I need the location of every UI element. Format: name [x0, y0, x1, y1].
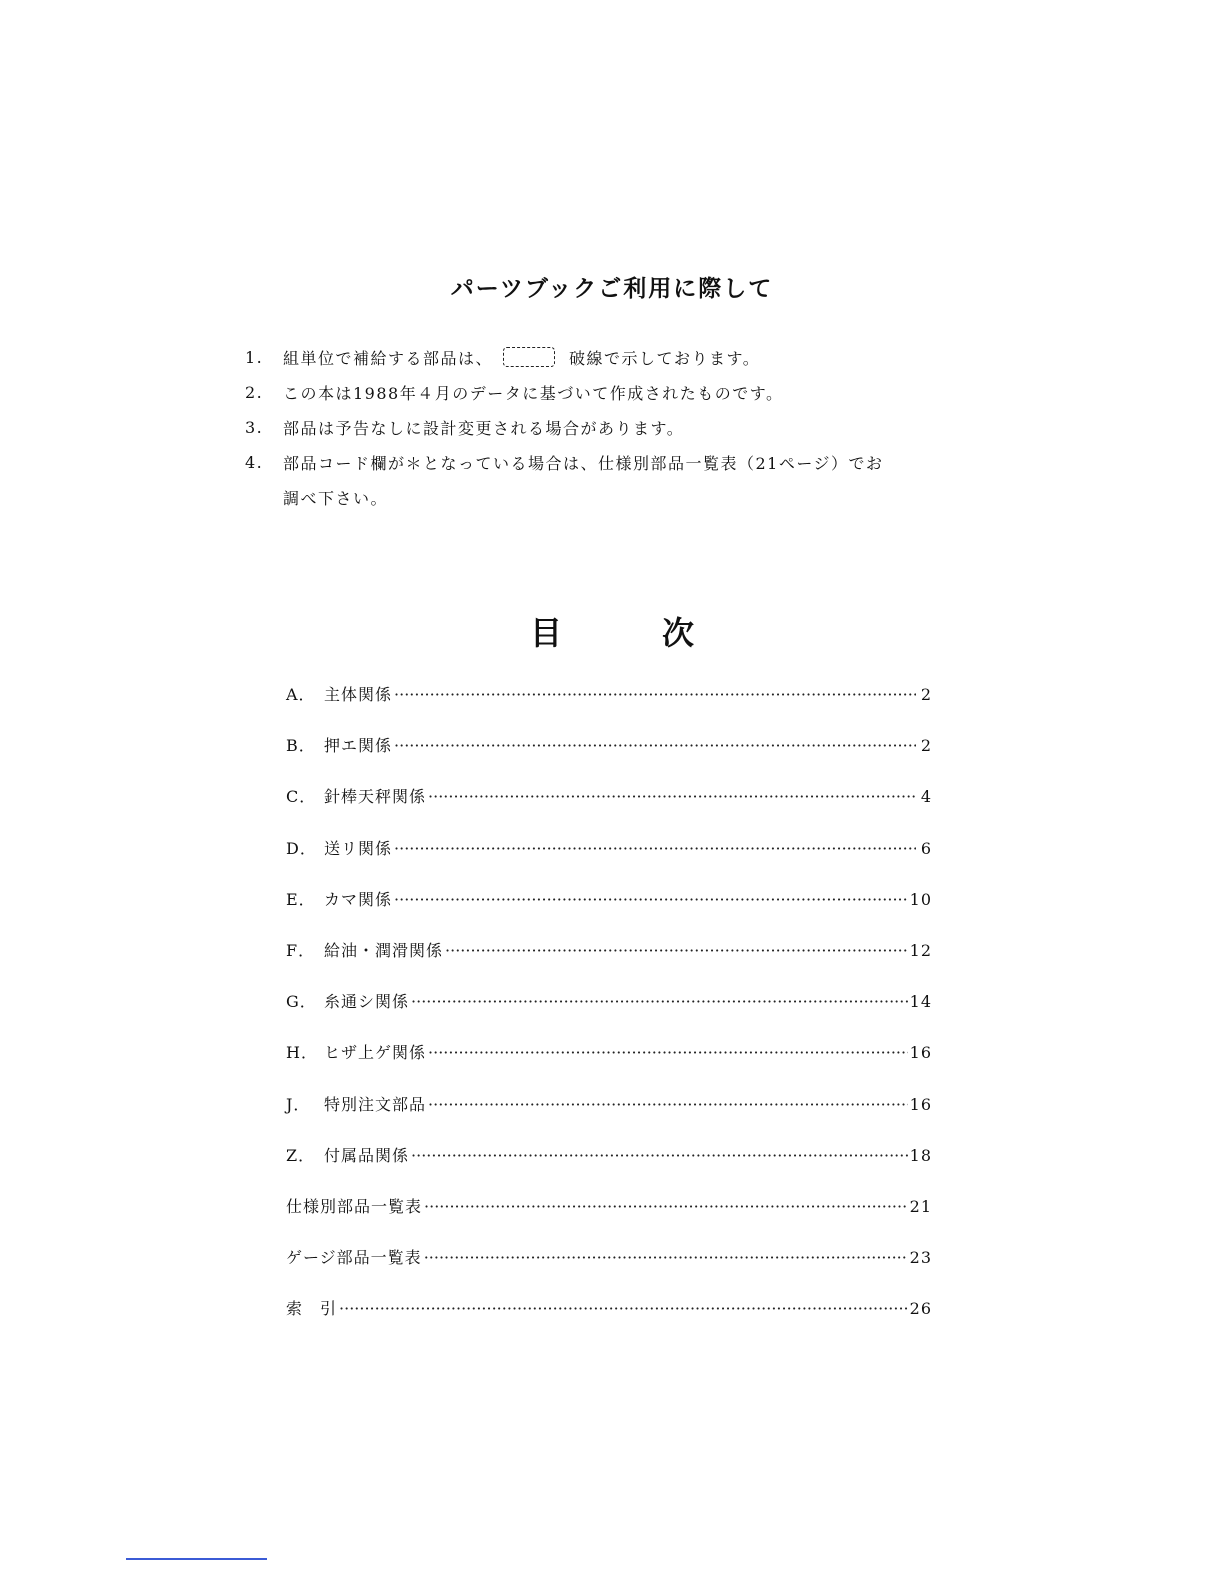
- toc-label: 押エ関係: [324, 736, 393, 756]
- toc-entry-f[interactable]: [286, 938, 932, 989]
- toc-letter: G．: [286, 992, 317, 1012]
- toc-entry-g[interactable]: [286, 989, 932, 1040]
- toc-entry-d[interactable]: [286, 836, 932, 887]
- toc-page-number: 23: [909, 1248, 932, 1268]
- toc-label: ゲージ部品一覧表: [286, 1248, 422, 1268]
- note-number: 1.: [245, 348, 264, 367]
- toc-entry-gauge-parts[interactable]: [286, 1245, 932, 1296]
- note-item: [245, 445, 985, 480]
- toc-heading-left: 目: [529, 614, 562, 652]
- toc-letter: B．: [286, 736, 316, 756]
- toc-leader-dots: [394, 890, 908, 909]
- toc-page-number: 16: [909, 1043, 932, 1063]
- toc-leader-dots: [394, 685, 916, 704]
- toc-leader-dots: [424, 1248, 908, 1267]
- footer-rule: [126, 1558, 267, 1560]
- toc-page-number: 21: [909, 1196, 932, 1216]
- toc-leader-dots: [411, 1146, 908, 1165]
- toc-page-number: 2: [920, 736, 932, 756]
- note-text: 部品コード欄が＊となっている場合は、仕様別部品一覧表（21ページ）でお: [283, 454, 884, 473]
- toc-label: カマ関係: [324, 889, 393, 909]
- toc-page-number: 2: [920, 685, 932, 704]
- note-text: 破線で示しております。: [569, 349, 761, 368]
- toc-label: 索 引: [286, 1299, 338, 1319]
- note-number: 4.: [245, 453, 264, 472]
- toc-letter: E．: [286, 889, 316, 909]
- toc-label: 付属品関係: [324, 1145, 410, 1165]
- toc-leader-dots: [428, 787, 916, 806]
- toc-entry-index[interactable]: [286, 1296, 932, 1347]
- toc-page-number: 16: [909, 1094, 932, 1114]
- toc-page-number: 6: [920, 838, 932, 858]
- toc-letter: J．: [286, 1094, 311, 1114]
- toc-letter: D．: [286, 838, 317, 858]
- toc-entry-e[interactable]: [286, 887, 932, 938]
- toc-leader-dots: [411, 992, 908, 1011]
- toc-leader-dots: [424, 1197, 908, 1216]
- note-continuation: 調べ下さい。: [283, 489, 389, 508]
- note-text: 部品は予告なしに設計変更される場合があります。: [283, 419, 685, 438]
- note-number: 2.: [245, 383, 264, 402]
- toc-letter: Z．: [286, 1145, 316, 1165]
- toc-entry-spec-parts[interactable]: [286, 1194, 932, 1245]
- dashed-box-symbol: [503, 347, 555, 367]
- toc-page-number: 4: [920, 787, 932, 807]
- toc-page-number: 10: [909, 889, 932, 909]
- toc-heading-gap: [562, 608, 662, 654]
- toc-heading-right: 次: [662, 614, 695, 652]
- toc-entry-z[interactable]: [286, 1143, 932, 1194]
- toc-entry-a[interactable]: [286, 682, 932, 733]
- note-text: この本は1988年４月のデータに基づいて作成されたものです。: [283, 384, 784, 403]
- toc-page-number: 26: [909, 1299, 932, 1319]
- toc-entry-h[interactable]: [286, 1040, 932, 1091]
- toc-entry-c[interactable]: [286, 784, 932, 835]
- toc-heading: [0, 608, 1224, 654]
- toc-label: 送リ関係: [324, 838, 393, 858]
- note-item: [245, 340, 985, 375]
- toc-label: 針棒天秤関係: [324, 787, 427, 807]
- usage-notes: [245, 340, 985, 515]
- note-item: [245, 410, 985, 445]
- note-item: [245, 375, 985, 410]
- toc-page-number: 14: [909, 992, 932, 1012]
- toc-label: ヒザ上ゲ関係: [324, 1043, 427, 1063]
- toc-label: 主体関係: [324, 685, 393, 704]
- toc-page-number: 18: [909, 1145, 932, 1165]
- note-number: 3.: [245, 418, 264, 437]
- toc-label: 糸通シ関係: [324, 992, 410, 1012]
- toc-leader-dots: [428, 1095, 908, 1114]
- toc-letter: A．: [286, 685, 316, 704]
- toc-entry-b[interactable]: [286, 733, 932, 784]
- toc-leader-dots: [339, 1299, 908, 1318]
- toc-page-number: 12: [909, 940, 932, 960]
- toc-leader-dots: [428, 1043, 908, 1062]
- toc-label: 給油・潤滑関係: [324, 940, 444, 960]
- toc-label: 特別注文部品: [324, 1094, 427, 1114]
- toc-leader-dots: [394, 736, 916, 755]
- toc-letter: H．: [286, 1043, 318, 1063]
- toc-label: 仕様別部品一覧表: [286, 1196, 423, 1216]
- toc-letter: C．: [286, 787, 317, 807]
- toc-entry-j[interactable]: [286, 1092, 932, 1143]
- table-of-contents: [286, 682, 932, 1347]
- toc-letter: F．: [286, 940, 316, 960]
- page-title: パーツブックご利用に際して: [450, 276, 774, 302]
- note-text: 組単位で補給する部品は、: [283, 349, 494, 368]
- toc-leader-dots: [394, 839, 916, 858]
- toc-leader-dots: [445, 941, 908, 960]
